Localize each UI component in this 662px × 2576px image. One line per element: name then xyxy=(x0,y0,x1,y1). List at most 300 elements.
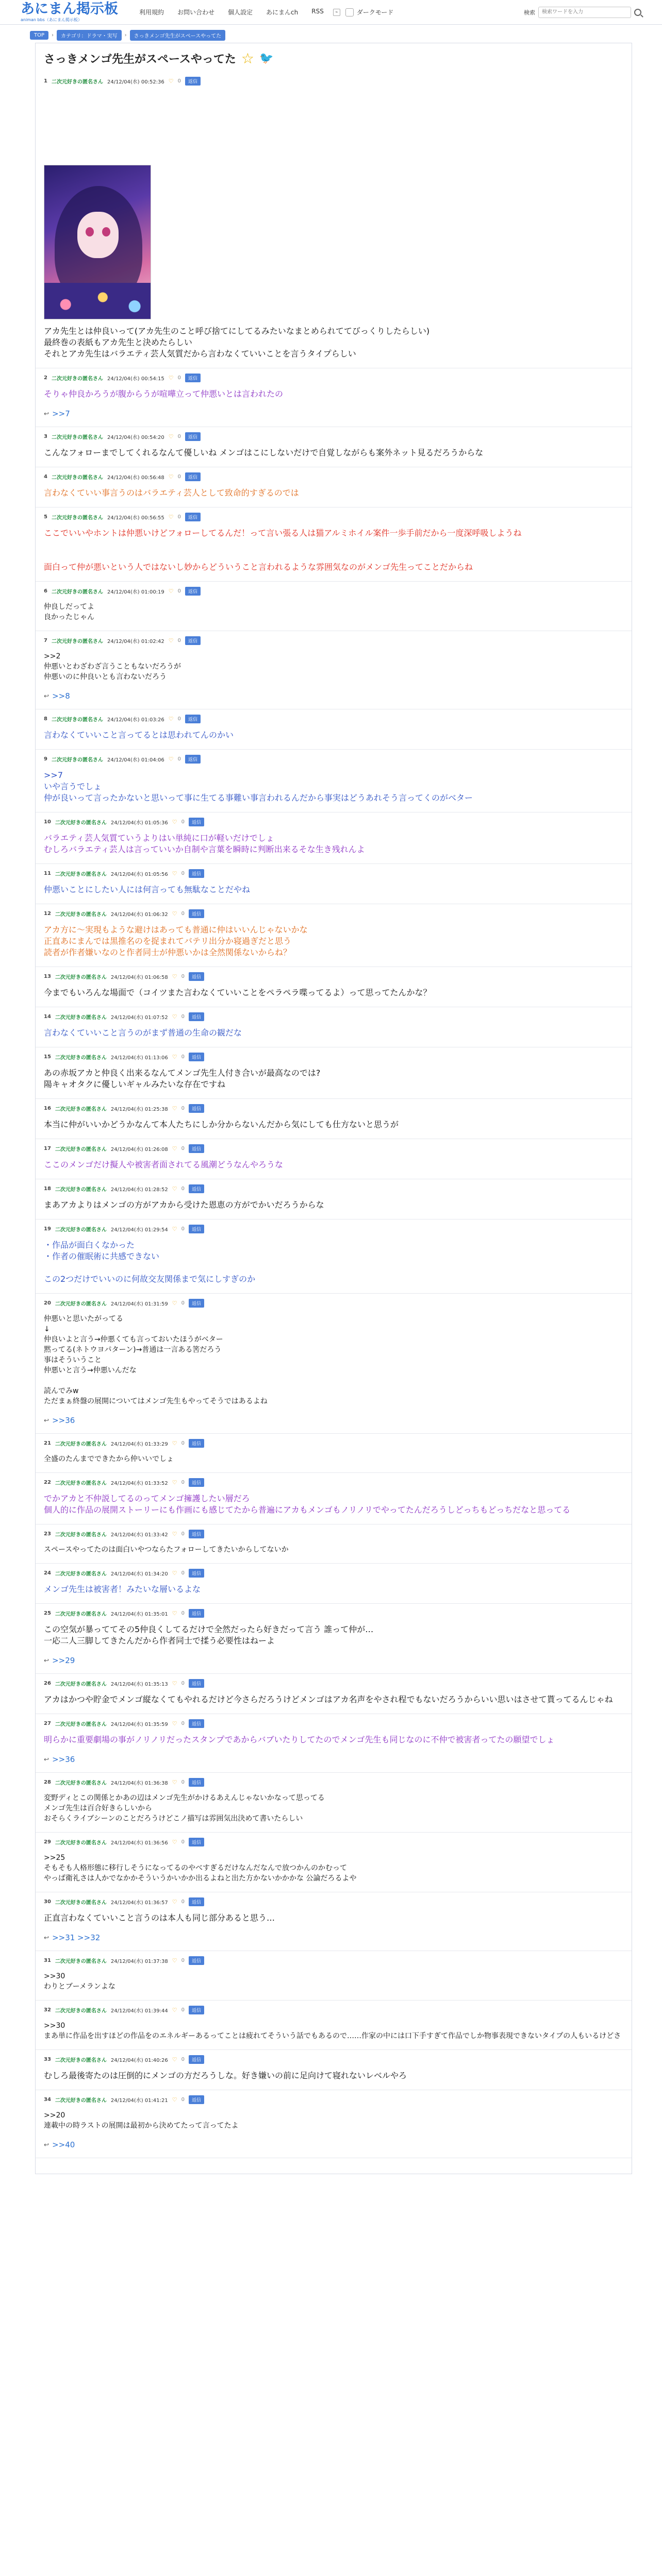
post-date: 24/12/04(水) 01:36:38 xyxy=(110,1781,168,1786)
reply-button[interactable]: 返信 xyxy=(189,1225,204,1233)
post-body: むしろ最後寄たのは圧倒的にメンゴの方だろうしな。好き嫌いの前に足向けて寝れないレベルやろ xyxy=(44,2071,407,2080)
like-count: 0 xyxy=(177,474,181,480)
nav-animanch[interactable]: あにまんch xyxy=(266,9,299,16)
logo-subtitle: animan bbs（あにまん掲示板） xyxy=(21,17,82,22)
like-count: 0 xyxy=(181,1226,185,1232)
like-icon[interactable]: ♡ xyxy=(172,870,177,877)
post-meta xyxy=(44,587,623,596)
post-number[interactable]: 32 xyxy=(44,2007,51,2013)
like-icon[interactable]: ♡ xyxy=(172,910,177,917)
like-count: 0 xyxy=(181,1531,185,1537)
reply-button[interactable]: 返信 xyxy=(185,77,201,86)
post xyxy=(36,2050,632,2090)
post-body: >>7 いや言うでしょ 仲が良いって言ったかないと思いって事に生てる事難い事言われるんだから事実はどうあれそう言ってくのがベター xyxy=(44,770,473,803)
reply-button[interactable]: 返信 xyxy=(185,715,201,723)
post xyxy=(36,1674,632,1714)
reply-anchor-link[interactable]: >>7 xyxy=(52,409,70,418)
reply-button[interactable]: 返信 xyxy=(189,1569,204,1578)
reply-arrow-icon: ↩ xyxy=(44,1657,49,1664)
nav-rss[interactable]: RSS xyxy=(311,8,324,15)
nav-contact[interactable]: お問い合わせ xyxy=(177,9,215,16)
post-body: あの赤坂アカと仲良く出来るなんてメンゴ先生人付き合いが最高なのでは? 陽キャオタクに優しいギャルみたいな存在ですね xyxy=(44,1068,321,1089)
post-meta xyxy=(44,513,623,521)
post-meta xyxy=(44,1719,623,1728)
post xyxy=(36,368,632,427)
post-author: 二次元好きの匿名さん xyxy=(51,515,103,521)
reply-button[interactable]: 返信 xyxy=(185,513,201,521)
like-count: 0 xyxy=(177,638,181,643)
post-number[interactable]: 31 xyxy=(44,1958,51,1963)
post-body: 今までもいろんな場面で（コイツまた言わなくていいことをペラペラ喋ってるよ）って思ってたんかな？ xyxy=(44,988,432,997)
post-meta xyxy=(44,1838,623,1846)
like-count: 0 xyxy=(177,756,181,762)
like-count: 0 xyxy=(181,2097,185,2103)
post-meta xyxy=(44,2095,623,2104)
post-author: 二次元好きの匿名さん xyxy=(55,1015,107,1021)
like-count: 0 xyxy=(181,1014,185,1020)
post xyxy=(36,709,632,750)
like-count: 0 xyxy=(181,1721,185,1726)
post-body: 仲悪いと思いたがってる ↓ 仲良いよと言う→仲悪くても言っておいたほうがベター 黙ってる(ネトウヨパターン)→普通は一言ある筈だろう 事はそういうこと 仲悪いと言う→仲悪いんだな 読んでみw ただまぁ終盤の展開についてはメンゴ先生もやってそうではあるよね xyxy=(44,1315,268,1405)
post-number[interactable]: 5 xyxy=(44,514,47,520)
post-date: 24/12/04(水) 01:28:52 xyxy=(110,1187,168,1193)
post-author: 二次元好きの匿名さん xyxy=(55,1481,107,1486)
like-icon[interactable]: ♡ xyxy=(172,973,177,980)
post xyxy=(36,467,632,507)
post-meta xyxy=(44,1530,623,1538)
post-replies xyxy=(44,1656,623,1665)
reply-arrow-icon: ↩ xyxy=(44,692,49,700)
post-number[interactable]: 3 xyxy=(44,434,47,439)
post-meta xyxy=(44,715,623,723)
post-body: >>30 まあ単に作品を出すほどの作品をのエネルギーあるってことは疲れてそういう話でもあるので……作家の中には口下手すぎて作品でしか物事表現できないタイプの人もいるけどさ xyxy=(44,2022,621,2040)
reply-button[interactable]: 返信 xyxy=(189,2095,204,2104)
post-number[interactable]: 7 xyxy=(44,638,47,643)
breadcrumb-separator: › xyxy=(124,32,127,38)
post-number[interactable]: 30 xyxy=(44,1899,51,1905)
reply-button[interactable]: 返信 xyxy=(189,1838,204,1846)
reply-button[interactable]: 返信 xyxy=(189,1956,204,1965)
post-replies xyxy=(44,409,623,418)
post-author: 二次元好きの匿名さん xyxy=(55,1722,107,1727)
reply-button[interactable]: 返信 xyxy=(189,1478,204,1487)
like-icon[interactable]: ♡ xyxy=(172,1680,177,1687)
post-meta xyxy=(44,432,623,441)
reply-button[interactable]: 返信 xyxy=(189,909,204,918)
post xyxy=(36,864,632,904)
breadcrumb xyxy=(0,25,662,43)
like-icon[interactable]: ♡ xyxy=(172,1779,177,1786)
post-number[interactable]: 20 xyxy=(44,1300,51,1306)
post-author: 二次元好きの匿名さん xyxy=(55,1107,107,1112)
post-date: 24/12/04(水) 01:40:26 xyxy=(110,2058,168,2063)
like-icon[interactable]: ♡ xyxy=(172,1300,177,1307)
post-author: 二次元好きの匿名さん xyxy=(55,1959,107,1964)
reply-anchor-link[interactable]: >>8 xyxy=(52,691,70,701)
post-body: 言わなくていい事言うのはバラエティ芸人として致命的すぎるのでは xyxy=(44,488,299,498)
reply-button[interactable]: 返信 xyxy=(189,1184,204,1193)
post-author: 二次元好きの匿名さん xyxy=(51,589,103,595)
post-meta xyxy=(44,1053,623,1061)
reply-button[interactable]: 返信 xyxy=(189,2006,204,2014)
post xyxy=(36,1219,632,1294)
like-count: 0 xyxy=(181,1480,185,1485)
post-date: 24/12/04(水) 00:56:48 xyxy=(107,475,164,481)
like-icon[interactable]: ♡ xyxy=(172,1440,177,1447)
post-body: アカ先生とは仲良いって(アカ先生のこと呼び捨てにしてるみたいなまとめられててびっくりしたらしい) 最終巻の表紙もアカ先生と決めたらしい それとアカ先生はバラエティ芸人気質だから言わなくていいことを言うタイプらしい xyxy=(44,326,430,359)
post-author: 二次元好きの匿名さん xyxy=(55,2058,107,2063)
post-date: 24/12/04(水) 01:33:52 xyxy=(110,1481,168,1486)
post-number[interactable]: 23 xyxy=(44,1531,51,1537)
post xyxy=(36,631,632,709)
post-author: 二次元好きの匿名さん xyxy=(55,1147,107,1153)
post-date: 24/12/04(水) 01:33:29 xyxy=(110,1442,168,1447)
like-count: 0 xyxy=(177,588,181,594)
post-number[interactable]: 6 xyxy=(44,588,47,594)
site-logo[interactable] xyxy=(21,2,119,23)
post-date: 24/12/04(水) 01:35:59 xyxy=(110,1722,168,1727)
like-count: 0 xyxy=(181,911,185,917)
post xyxy=(36,507,632,582)
like-count: 0 xyxy=(177,78,181,84)
post-author: 二次元好きの匿名さん xyxy=(51,79,103,85)
post-date: 24/12/04(水) 01:00:19 xyxy=(107,589,164,595)
like-icon[interactable]: ♡ xyxy=(172,1226,177,1232)
reply-button[interactable]: 返信 xyxy=(189,2055,204,2064)
like-count: 0 xyxy=(181,2057,185,2062)
image-spacer xyxy=(44,86,623,158)
post-number[interactable]: 22 xyxy=(44,1480,51,1485)
post-number[interactable]: 24 xyxy=(44,1570,51,1576)
post-number[interactable]: 27 xyxy=(44,1721,51,1726)
post-meta xyxy=(44,755,623,764)
like-icon[interactable]: ♡ xyxy=(172,1839,177,1845)
post-number[interactable]: 2 xyxy=(44,375,47,381)
post-number[interactable]: 25 xyxy=(44,1611,51,1616)
like-count: 0 xyxy=(177,434,181,439)
like-icon[interactable]: ♡ xyxy=(168,375,174,381)
dark-mode-toggle[interactable] xyxy=(345,8,394,16)
thread-title: さっきメンゴ先生がスペースやってた xyxy=(44,53,236,66)
reply-button[interactable]: 返信 xyxy=(189,1104,204,1113)
like-icon[interactable]: ♡ xyxy=(172,1610,177,1617)
like-count: 0 xyxy=(181,1106,185,1111)
reply-arrow-icon: ↩ xyxy=(44,2141,49,2148)
breadcrumb-category[interactable]: カテゴリ：ドラマ・実写 xyxy=(57,30,122,41)
post-author: 二次元好きの匿名さん xyxy=(51,717,103,723)
post-number[interactable]: 21 xyxy=(44,1440,51,1446)
post-number[interactable]: 28 xyxy=(44,1780,51,1785)
nav-settings[interactable]: 個人設定 xyxy=(228,9,253,16)
post xyxy=(36,1892,632,1951)
like-icon[interactable]: ♡ xyxy=(172,1185,177,1192)
post-number[interactable]: 29 xyxy=(44,1839,51,1845)
post-meta xyxy=(44,1144,623,1153)
header-nav xyxy=(139,8,324,16)
post-number[interactable]: 15 xyxy=(44,1054,51,1060)
reply-arrow-icon: ↩ xyxy=(44,1934,49,1941)
like-icon[interactable]: ♡ xyxy=(172,1957,177,1964)
post-body: メンゴ先生は被害者！みたいな層いるよな xyxy=(44,1584,201,1594)
like-count: 0 xyxy=(181,1570,185,1576)
post-body: >>30 わりとブーメランよな xyxy=(44,1972,115,1991)
search-icon[interactable] xyxy=(634,9,641,16)
reply-anchor-link[interactable]: >>31 >>32 xyxy=(52,1933,101,1942)
twitter-share-icon[interactable]: 🐦 xyxy=(259,52,274,65)
reply-button[interactable]: 返信 xyxy=(189,1719,204,1728)
post-date: 24/12/04(水) 01:06:32 xyxy=(110,912,168,918)
post-author: 二次元好きの匿名さん xyxy=(55,820,107,826)
post xyxy=(36,2090,632,2158)
reply-anchor-link[interactable]: >>29 xyxy=(52,1656,75,1665)
post-author: 二次元好きの匿名さん xyxy=(51,435,103,440)
post-author: 二次元好きの匿名さん xyxy=(55,975,107,980)
like-count: 0 xyxy=(181,1440,185,1446)
reply-button[interactable]: 返信 xyxy=(189,1299,204,1308)
like-icon[interactable]: ♡ xyxy=(172,1013,177,1020)
like-icon[interactable]: ♡ xyxy=(172,1145,177,1152)
post-meta xyxy=(44,1184,623,1193)
post-number[interactable]: 19 xyxy=(44,1226,51,1232)
post-body: そりゃ仲良かろうが腹からうが喧嘩立って仲悪いとは言われたの xyxy=(44,389,284,399)
post xyxy=(36,750,632,812)
like-count: 0 xyxy=(181,1958,185,1963)
post-body: 仲良しだってよ 良かったじゃん xyxy=(44,603,94,621)
like-icon[interactable]: ♡ xyxy=(168,433,174,440)
post xyxy=(36,1564,632,1604)
post-meta xyxy=(44,869,623,878)
search-label: 検索 xyxy=(524,9,535,16)
post-body: 仲悪いことにしたい人には何言っても無駄なことだやね xyxy=(44,885,251,894)
post-meta xyxy=(44,1569,623,1578)
post-author: 二次元好きの匿名さん xyxy=(51,475,103,481)
reply-button[interactable]: 返信 xyxy=(189,1778,204,1787)
logo-text[interactable]: あにまん掲示板 xyxy=(21,1,118,17)
reply-button[interactable]: 返信 xyxy=(189,869,204,878)
post-number[interactable]: 16 xyxy=(44,1106,51,1111)
post-number[interactable]: 33 xyxy=(44,2057,51,2062)
like-icon[interactable]: ♡ xyxy=(172,1479,177,1486)
reply-button[interactable]: 返信 xyxy=(189,1679,204,1688)
like-icon[interactable]: ♡ xyxy=(172,1570,177,1577)
post-date: 24/12/04(水) 00:56:55 xyxy=(107,515,164,521)
post-date: 24/12/04(水) 01:39:44 xyxy=(110,2008,168,2014)
post-author: 二次元好きの匿名さん xyxy=(55,1055,107,1061)
reply-button[interactable]: 返信 xyxy=(189,1609,204,1618)
post-meta xyxy=(44,1299,623,1308)
post-date: 24/12/04(水) 01:36:56 xyxy=(110,1840,168,1846)
post-date: 24/12/04(水) 01:35:01 xyxy=(110,1612,168,1617)
like-icon[interactable]: ♡ xyxy=(172,1054,177,1060)
post-body: 全盛のたんまでできたから仲いいでしょ xyxy=(44,1455,174,1463)
favorite-star-icon[interactable]: ☆ xyxy=(241,49,255,67)
reply-button[interactable]: 返信 xyxy=(189,818,204,826)
post xyxy=(36,1604,632,1674)
search-input[interactable] xyxy=(538,7,631,18)
like-icon[interactable]: ♡ xyxy=(168,588,174,595)
post-number[interactable]: 11 xyxy=(44,871,51,876)
post-number[interactable]: 34 xyxy=(44,2097,51,2103)
post-author: 二次元好きの匿名さん xyxy=(55,1187,107,1193)
post-author: 二次元好きの匿名さん xyxy=(51,757,103,763)
like-icon[interactable]: ♡ xyxy=(168,637,174,644)
dark-mode-label: ダークモード xyxy=(356,9,394,16)
post-body: 言わなくていいこと言ってるとは思われてんのかい xyxy=(44,730,234,740)
like-icon[interactable]: ♡ xyxy=(172,2056,177,2063)
reply-anchor-link[interactable]: >>40 xyxy=(52,2140,75,2149)
reply-button[interactable]: 返信 xyxy=(185,432,201,441)
post-date: 24/12/04(水) 01:36:57 xyxy=(110,1900,168,1906)
like-count: 0 xyxy=(181,1146,185,1151)
post-date: 24/12/04(水) 01:05:36 xyxy=(110,820,168,826)
post-meta xyxy=(44,909,623,918)
post xyxy=(36,582,632,631)
post xyxy=(36,427,632,467)
post-author: 二次元好きの匿名さん xyxy=(55,1900,107,1906)
header-search xyxy=(524,7,641,18)
post-body: バラエティ芸人気質ていうよりはい単純に口が軽いだけでしょ むしろバラエティ芸人は言っていいか自制や言葉を瞬時に判断出来るそな生き残れんよ xyxy=(44,833,365,854)
post-author: 二次元好きの匿名さん xyxy=(55,1301,107,1307)
post-meta xyxy=(44,2055,623,2064)
post-meta xyxy=(44,374,623,382)
like-icon[interactable]: ♡ xyxy=(172,1720,177,1727)
post-date: 24/12/04(水) 01:35:13 xyxy=(110,1682,168,1687)
like-icon[interactable]: ♡ xyxy=(168,756,174,762)
post-number[interactable]: 4 xyxy=(44,474,47,480)
thread-main xyxy=(35,43,632,2174)
reply-button[interactable]: 返信 xyxy=(185,636,201,645)
reply-button[interactable]: 返信 xyxy=(189,972,204,981)
post-body: 正直言わなくていいこと言うのは本人も同じ部分あると思う… xyxy=(44,1913,275,1923)
post xyxy=(36,1434,632,1473)
post-number[interactable]: 1 xyxy=(44,78,47,84)
post-body: 言わなくていいこと言うのがまず普通の生命の観だな xyxy=(44,1028,242,1038)
thread-header xyxy=(36,43,632,72)
post-replies xyxy=(44,1755,623,1764)
dark-mode-checkbox[interactable] xyxy=(345,8,354,16)
post xyxy=(36,967,632,1007)
reply-anchor-link[interactable]: >>36 xyxy=(52,1755,75,1764)
post xyxy=(36,1007,632,1047)
site-header xyxy=(0,0,662,25)
like-icon[interactable]: ♡ xyxy=(172,1531,177,1537)
post-number[interactable]: 12 xyxy=(44,911,51,917)
like-icon[interactable]: ♡ xyxy=(168,514,174,520)
like-count: 0 xyxy=(181,1839,185,1845)
post-meta xyxy=(44,1012,623,1021)
like-count: 0 xyxy=(181,871,185,876)
breadcrumb-top[interactable]: TOP xyxy=(30,31,48,40)
reply-button[interactable]: 返信 xyxy=(189,1897,204,1906)
reply-button[interactable]: 返信 xyxy=(189,1053,204,1061)
like-icon[interactable]: ♡ xyxy=(172,819,177,825)
post-meta xyxy=(44,1956,623,1965)
post-meta xyxy=(44,1478,623,1487)
like-count: 0 xyxy=(181,1611,185,1616)
post-image[interactable] xyxy=(44,165,151,319)
reply-button[interactable]: 返信 xyxy=(185,755,201,764)
reply-button[interactable]: 返信 xyxy=(189,1439,204,1448)
reply-button[interactable]: 返信 xyxy=(189,1012,204,1021)
reply-arrow-icon: ↩ xyxy=(44,1756,49,1763)
post-date: 24/12/04(水) 01:41:21 xyxy=(110,2098,168,2104)
post-body: こんなフォローまでしてくれるなんて優しいね メンゴはこにしないだけで自覚しながらも案外ネット見るだろうからな xyxy=(44,448,484,457)
like-icon[interactable]: ♡ xyxy=(168,716,174,722)
post-number[interactable]: 14 xyxy=(44,1014,51,1020)
post-number[interactable]: 18 xyxy=(44,1186,51,1192)
post-meta xyxy=(44,1679,623,1688)
breadcrumb-separator: › xyxy=(52,32,54,38)
post-number[interactable]: 26 xyxy=(44,1681,51,1686)
post-number[interactable]: 17 xyxy=(44,1146,51,1151)
rss-icon[interactable]: ⌁ xyxy=(333,9,340,16)
like-icon[interactable]: ♡ xyxy=(168,78,174,84)
post-date: 24/12/04(水) 00:52:36 xyxy=(107,79,164,85)
like-count: 0 xyxy=(181,819,185,825)
post-author: 二次元好きの匿名さん xyxy=(55,1227,107,1233)
like-count: 0 xyxy=(181,1300,185,1306)
post-meta xyxy=(44,472,623,481)
reply-button[interactable]: 返信 xyxy=(189,1530,204,1538)
post-meta xyxy=(44,1439,623,1448)
like-icon[interactable]: ♡ xyxy=(172,1105,177,1112)
like-icon[interactable]: ♡ xyxy=(172,1899,177,1905)
post-number[interactable]: 13 xyxy=(44,974,51,979)
post-date: 24/12/04(水) 01:29:54 xyxy=(110,1227,168,1233)
post-body: ・作品が面白くなかった ・作者の催眠術に共感できない この2つだけでいいのに何故交友関係まで気にしすぎのか xyxy=(44,1240,256,1284)
post-body: この空気が暴っててその5仲良くしてるだけで全然だったら好きだって言う 誰って仲が… 一応二人三脚してきたんだから作者同士で揉う必要性はねーよ xyxy=(44,1624,374,1646)
breadcrumb-thread[interactable]: さっきメンゴ先生がスペースやってた xyxy=(130,30,226,41)
like-icon[interactable]: ♡ xyxy=(168,473,174,480)
post-body: >>20 連載中の時ラストの展開は最初から決めてたって言ってたよ xyxy=(44,2111,239,2130)
post-author: 二次元好きの匿名さん xyxy=(55,1682,107,1687)
post xyxy=(36,1179,632,1219)
post-number[interactable]: 8 xyxy=(44,716,47,722)
post xyxy=(36,904,632,967)
post-body: スペースやってたのは面白いやつならたフォローしてきたいからしてないか xyxy=(44,1546,289,1554)
post-body: 本当に仲がいいかどうかなんて本人たちにしか分からないんだから気にしても仕方ないと思うが xyxy=(44,1120,399,1129)
reply-button[interactable]: 返信 xyxy=(185,374,201,382)
post-number[interactable]: 9 xyxy=(44,756,47,762)
post-author: 二次元好きの匿名さん xyxy=(55,872,107,877)
post-number[interactable]: 10 xyxy=(44,819,51,825)
post-body: アカ方に〜実現もような避けはあっても普通に仲はいいんじゃないかな 正直あにまんでは黒推名のを捉まれてバテリ出分か寝過ぎだと思う 読者が作者嫌いなのと作者同士が仲悪いかは全然関係ないからね？ xyxy=(44,925,308,957)
post-meta xyxy=(44,818,623,826)
post xyxy=(36,72,632,368)
post xyxy=(36,812,632,864)
like-count: 0 xyxy=(181,1780,185,1785)
reply-button[interactable]: 返信 xyxy=(185,472,201,481)
reply-button[interactable]: 返信 xyxy=(185,587,201,596)
post-date: 24/12/04(水) 01:37:38 xyxy=(110,1959,168,1964)
post-author: 二次元好きの匿名さん xyxy=(55,1571,107,1577)
post-replies xyxy=(44,1416,623,1425)
post xyxy=(36,1139,632,1179)
post-date: 24/12/04(水) 01:05:56 xyxy=(110,872,168,877)
nav-terms[interactable]: 利用規約 xyxy=(139,9,164,16)
post-date: 24/12/04(水) 01:25:38 xyxy=(110,1107,168,1112)
post xyxy=(36,1099,632,1139)
like-count: 0 xyxy=(181,2007,185,2013)
reply-button[interactable]: 返信 xyxy=(189,1144,204,1153)
like-count: 0 xyxy=(181,1186,185,1192)
reply-anchor-link[interactable]: >>36 xyxy=(52,1416,75,1425)
post-meta xyxy=(44,1778,623,1787)
post-author: 二次元好きの匿名さん xyxy=(51,376,103,382)
like-icon[interactable]: ♡ xyxy=(172,2007,177,2013)
post-body: 変野ディとこの関係とかあの辺はメンゴ先生がかけるあえんじゃないかなって思ってる メンゴ先生は百合好きらしいから おそらくライブシーンのことだろうけどこノ描写は雰囲気出決めて書いたらしい xyxy=(44,1794,325,1823)
like-icon[interactable]: ♡ xyxy=(172,2096,177,2103)
